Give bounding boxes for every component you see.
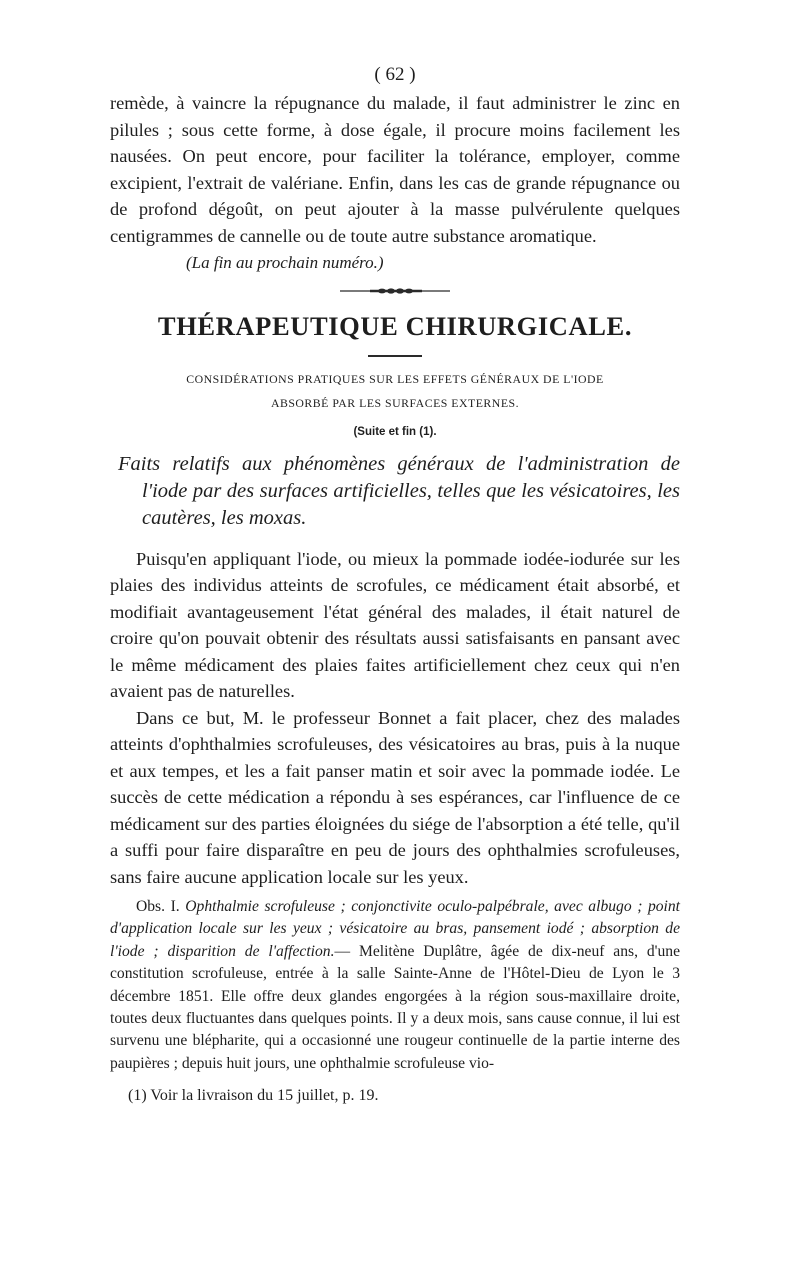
journal-page xyxy=(110,60,680,1107)
title-rule xyxy=(368,355,422,357)
ornament-divider xyxy=(340,287,450,295)
footnote: (1) Voir la livraison du 15 juillet, p. 19. xyxy=(128,1087,379,1105)
observation-label: Obs. I. xyxy=(136,898,180,915)
continued-note: (La fin au prochain numéro.) xyxy=(186,253,384,272)
article-title xyxy=(110,367,680,415)
observation-heading: Ophthalmie scrofuleuse ; conjonctivite oculo-palpébrale, avec albugo ; point d'application locale sur les yeux ; vésicatoire au bras, pansement iodé ; absorption de l'iode ; disparition de l'affection. xyxy=(110,898,681,960)
observation-dash: — xyxy=(334,942,351,960)
subheading: Faits relatifs aux phénomènes généraux de l'administration de l'iode par des surfaces artificielles, telles que les vésicatoires, les cautères, les moxas. xyxy=(118,452,680,529)
paragraph-2: Dans ce but, M. le professeur Bonnet a fait placer, chez des malades atteints d'ophthalmies scrofuleuses, des vésicatoires au bras, puis à la nuque et aux tempes, et les a fait panser matin et soir avec la pommade iodée. Le succès de cette médication a répondu à ses espérances, car l'influence de ce médicament sur des parties éloignées du siége de l'absorption a été telle, qu'il a suffi pour faire disparaître en peu de jours des ophthalmies scrofuleuses, sans faire aucune application locale sur les yeux. xyxy=(110,707,680,887)
page-number: ( 62 ) xyxy=(374,64,416,85)
article-title-line-1: CONSIDÉRATIONS PRATIQUES SUR LES EFFETS GÉNÉRAUX DE L'IODE xyxy=(186,371,604,386)
continued-label: (Suite et fin (1). xyxy=(353,425,437,438)
observation-paragraph xyxy=(110,896,680,1075)
article-title-line-2: ABSORBÉ PAR LES SURFACES EXTERNES. xyxy=(270,395,520,410)
section-title: THÉRAPEUTIQUE CHIRURGICALE. xyxy=(157,311,633,341)
article-body xyxy=(110,546,680,1108)
continuation-paragraph: remède, à vaincre la répugnance du malade, il faut administrer le zinc en pilules ; sous cette forme, à dose égale, il procure moins facilement les nausées. On peut encore, pour faciliter la tolérance, employer, comme excipient, l'extrait de valériane. Enfin, dans les cas de grande répugnance ou de profond dégoût, on peut ajouter à la masse pulvérulente quelques centigrammes de cannelle ou de toute autre substance aromatique. xyxy=(110,93,680,246)
observation-text: Melitène Duplâtre, âgée de dix-neuf ans, d'une constitution scrofuleuse, entrée à la salle Sainte-Anne de l'Hôtel-Dieu de Lyon le 3 décembre 1851. Elle offre deux glandes engorgées à la région sous-maxillaire droite, toutes deux fluctuantes dans quelques points. Il y a deux mois, sans cause connue, il lui est survenu une blépharite, qui a occasionné une rougeur continuelle de la partie interne des paupières ; depuis huit jours, une ophthalmie scrofuleuse vio- xyxy=(110,942,680,1072)
paragraph-1: Puisqu'en appliquant l'iode, ou mieux la pommade iodée-iodurée sur les plaies des individus atteints de scrofules, ce médicament était absorbé, et modifiait avantageusement l'état général des malades, il était naturel de croire qu'on pouvait obtenir des résultats aussi satisfaisants en pansant avec le même médicament des plaies faites artificiellement chez ceux qui n'en avaient pas de naturelles. xyxy=(110,548,680,701)
